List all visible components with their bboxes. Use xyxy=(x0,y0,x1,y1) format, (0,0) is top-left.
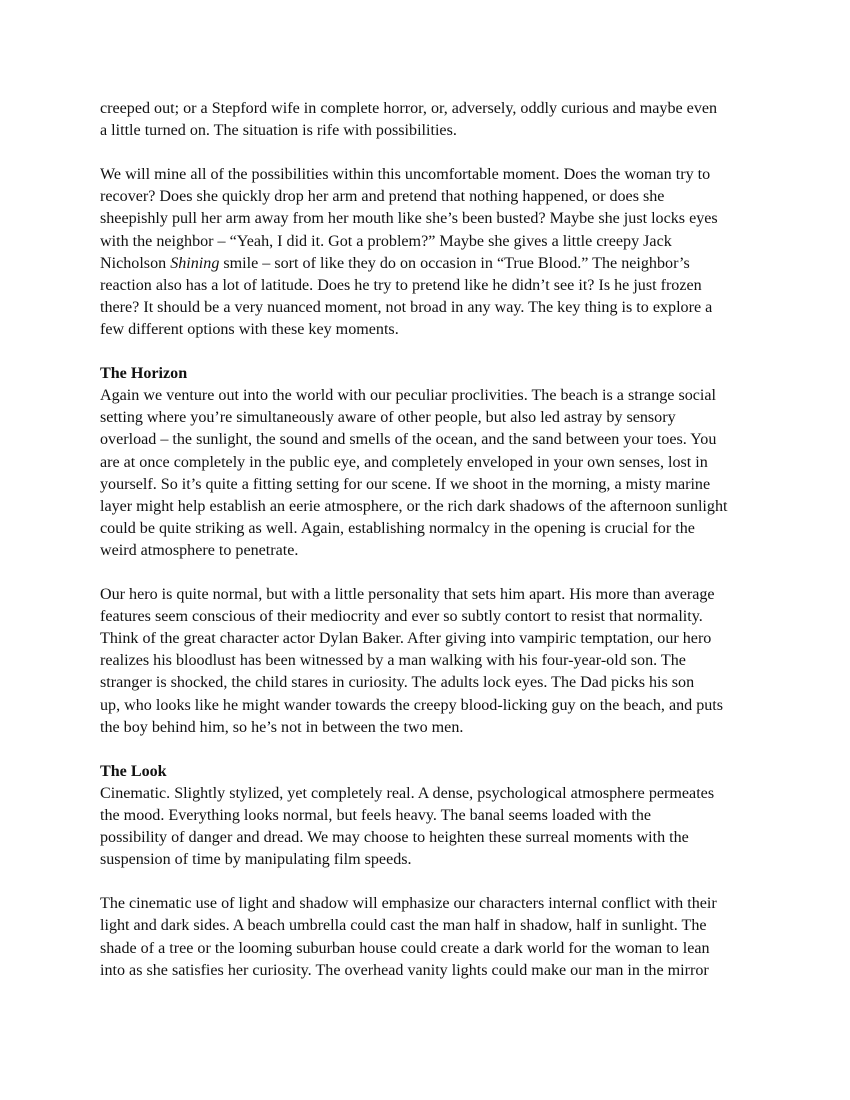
text-line: light and dark sides. A beach umbrella could cast the man half in shadow, half in sunlight. The xyxy=(100,917,707,935)
text-line: could be quite striking as well. Again, establishing normalcy in the opening is crucial for the xyxy=(100,519,695,537)
text-line: realizes his bloodlust has been witnessed by a man walking with his four-year-old son. The xyxy=(100,652,686,670)
text-line: We will mine all of the possibilities within this uncomfortable moment. Does the woman try to xyxy=(100,166,711,184)
text-line: are at once completely in the public eye, and completely enveloped in your own senses, lost in xyxy=(100,453,708,471)
text-line: creeped out; or a Stepford wife in complete horror, or, adversely, oddly curious and maybe even xyxy=(100,100,718,117)
text-line: features seem conscious of their mediocrity and ever so subtly contort to resist that normality. xyxy=(100,608,703,626)
text-run: Nicholson xyxy=(100,254,171,272)
text-line: up, who looks like he might wander towards the creepy blood-licking guy on the beach, and puts xyxy=(100,696,724,714)
text-line: stranger is shocked, the child stares in curiosity. The adults lock eyes. The Dad picks his son xyxy=(100,674,695,692)
text-line: The cinematic use of light and shadow will emphasize our characters internal conflict with their xyxy=(100,895,717,913)
text-line: Think of the great character actor Dylan Baker. After giving into vampiric temptation, our hero xyxy=(100,630,712,648)
text-line: layer might help establish an eerie atmosphere, or the rich dark shadows of the afternoon sunlight xyxy=(100,497,728,515)
text-line: a little turned on. The situation is rife with possibilities. xyxy=(100,122,457,140)
text-line: with the neighbor – “Yeah, I did it. Got a problem?” Maybe she gives a little creepy Jack xyxy=(100,232,672,250)
paragraph xyxy=(100,98,755,142)
text-line: reaction also has a lot of latitude. Does he try to pretend like he didn’t see it? Is he just frozen xyxy=(100,276,702,294)
section-the-horizon xyxy=(100,363,755,562)
text-line: into as she satisfies her curiosity. The overhead vanity lights could make our man in the mirror xyxy=(100,961,709,979)
text-line: Our hero is quite normal, but with a little personality that sets him apart. His more than average xyxy=(100,586,715,604)
text-line: the mood. Everything looks normal, but feels heavy. The banal seems loaded with the xyxy=(100,807,652,824)
text-line: weird atmosphere to penetrate. xyxy=(100,541,299,559)
text-line: there? It should be a very nuanced moment, not broad in any way. The key thing is to explore a xyxy=(100,298,713,316)
text-line: shade of a tree or the looming suburban house could create a dark world for the woman to lean xyxy=(100,939,710,957)
text-line xyxy=(100,253,755,275)
text-line: recover? Does she quickly drop her arm and pretend that nothing happened, or does she xyxy=(100,188,665,206)
section-the-look xyxy=(100,761,755,871)
text-line: few different options with these key moments. xyxy=(100,320,399,338)
section-heading: The Horizon xyxy=(100,365,188,383)
paragraph xyxy=(100,893,755,981)
paragraph xyxy=(100,164,755,341)
text-run: smile – sort of like they do on occasion in “True Blood.” The neighbor’s xyxy=(219,254,690,272)
text-line: Again we venture out into the world with our peculiar proclivities. The beach is a strange social xyxy=(100,387,717,405)
text-line: overload – the sunlight, the sound and smells of the ocean, and the sand between your toes. You xyxy=(100,431,717,449)
text-line: suspension of time by manipulating film speeds. xyxy=(100,851,412,869)
section-heading: The Look xyxy=(100,762,167,780)
paragraph xyxy=(100,584,755,739)
text-line: sheepishly pull her arm away from her mouth like she’s been busted? Maybe she just locks eyes xyxy=(100,210,718,228)
text-line: possibility of danger and dread. We may choose to heighten these surreal moments with the xyxy=(100,829,689,847)
text-line: Cinematic. Slightly stylized, yet completely real. A dense, psychological atmosphere permeates xyxy=(100,784,715,802)
italic-title: Shining xyxy=(170,254,220,272)
text-line: setting where you’re simultaneously aware of other people, but also led astray by sensory xyxy=(100,409,676,427)
document-page xyxy=(100,98,755,1004)
text-line: the boy behind him, so he’s not in between the two men. xyxy=(100,718,464,736)
text-line: yourself. So it’s quite a fitting setting for our scene. If we shoot in the morning, a misty marine xyxy=(100,475,711,493)
